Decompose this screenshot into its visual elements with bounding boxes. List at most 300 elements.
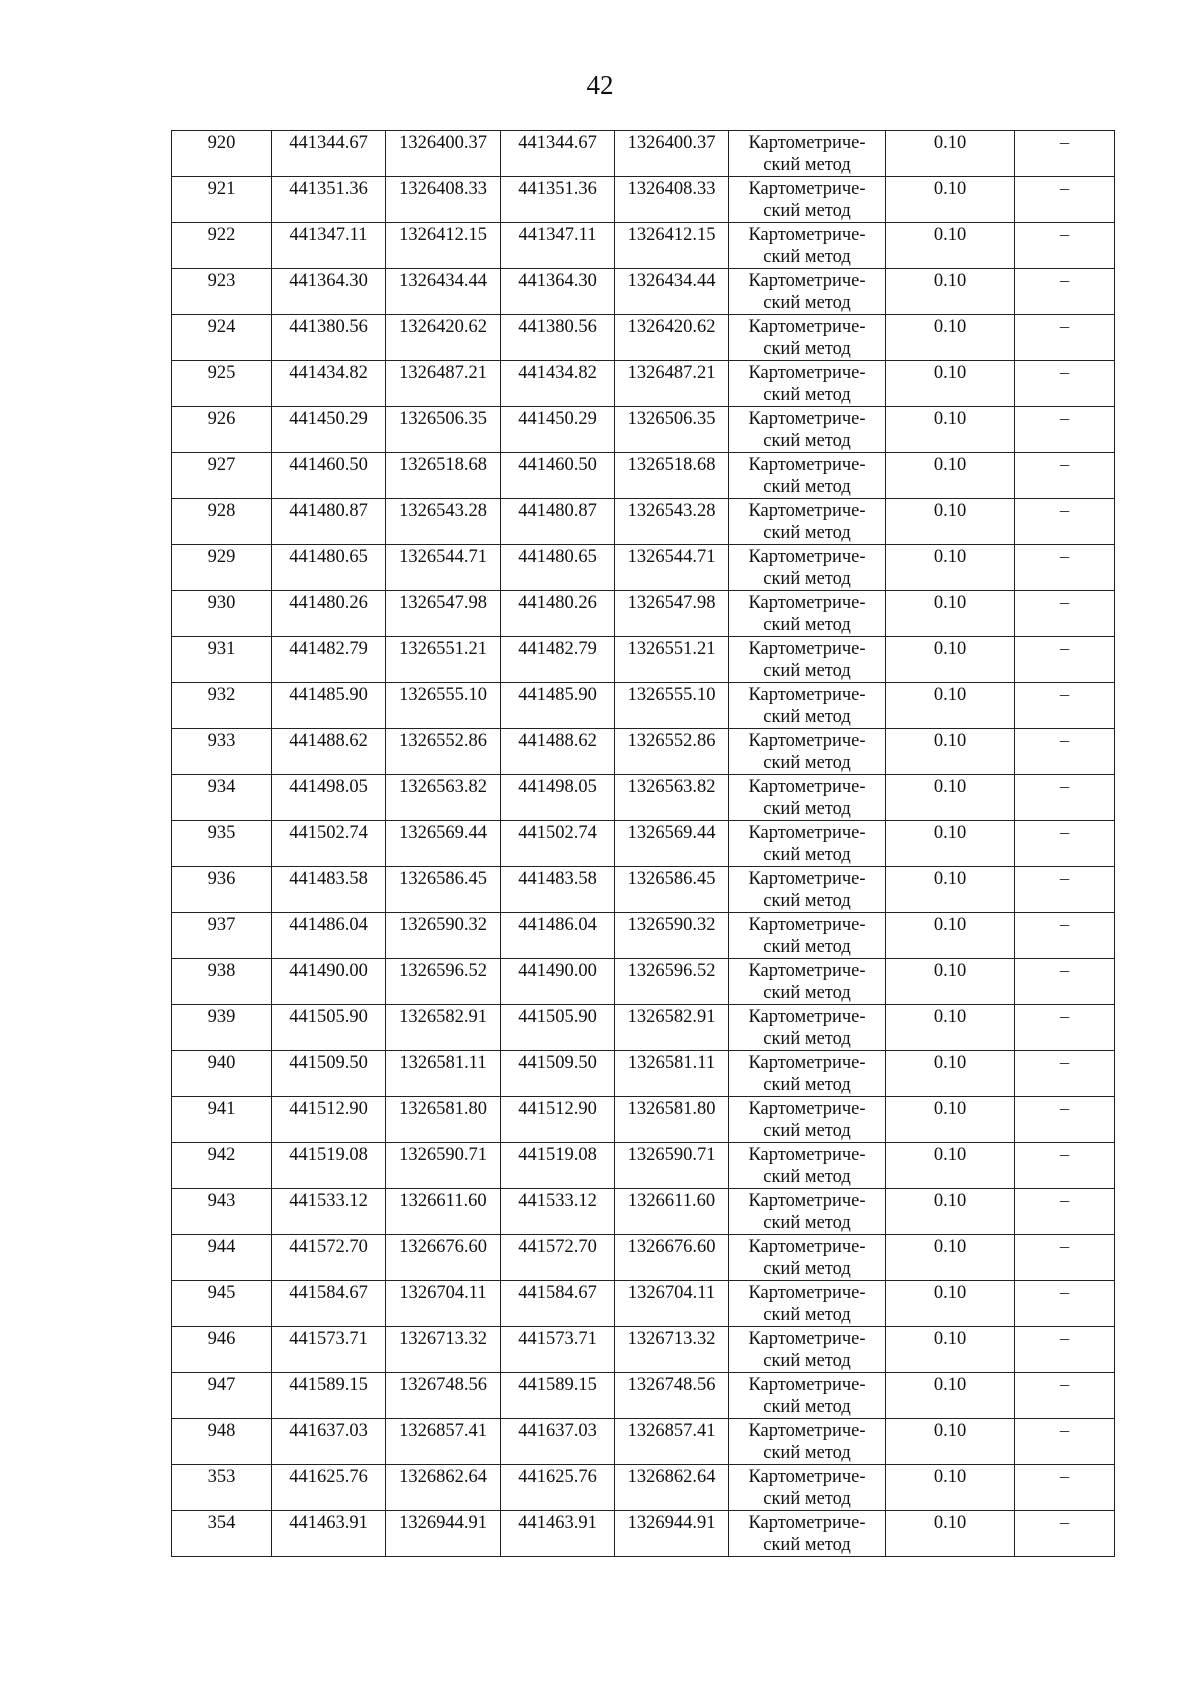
existing-y-cell	[386, 131, 501, 177]
method-line-1: Картометриче-	[748, 409, 866, 429]
point-number-cell	[172, 1373, 272, 1419]
accuracy-cell	[886, 1419, 1015, 1465]
existing-x-cell	[272, 775, 386, 821]
accuracy-value: 0.10	[933, 685, 967, 705]
existing-x-cell	[272, 1419, 386, 1465]
note-value: –	[1059, 363, 1070, 383]
table-row	[172, 1143, 1115, 1189]
existing-y-value: 1326518.68	[399, 455, 487, 475]
note-value: –	[1059, 915, 1070, 935]
accuracy-cell	[886, 867, 1015, 913]
note-value: –	[1059, 593, 1070, 613]
table-row	[172, 499, 1115, 545]
new-x-cell	[501, 1005, 615, 1051]
method-line-1: Картометриче-	[748, 777, 866, 797]
existing-y-cell	[386, 1051, 501, 1097]
new-x-cell	[501, 821, 615, 867]
new-y-value: 1326543.28	[627, 501, 716, 521]
existing-x-cell	[272, 821, 386, 867]
note-value: –	[1059, 225, 1070, 245]
note-cell	[1015, 1281, 1115, 1327]
method-cell	[729, 775, 886, 821]
existing-x-value: 441509.50	[289, 1053, 368, 1073]
accuracy-value: 0.10	[933, 1007, 967, 1027]
existing-x-cell	[272, 959, 386, 1005]
new-x-cell	[501, 1281, 615, 1327]
new-y-cell	[615, 775, 729, 821]
existing-x-value: 441480.65	[289, 547, 368, 567]
accuracy-cell	[886, 775, 1015, 821]
method-cell	[729, 1189, 886, 1235]
accuracy-cell	[886, 913, 1015, 959]
note-value: –	[1059, 869, 1070, 889]
new-x-cell	[501, 223, 615, 269]
existing-y-cell	[386, 1419, 501, 1465]
new-y-cell	[615, 1235, 729, 1281]
method-line-2: ский метод	[763, 155, 851, 175]
table-row	[172, 1511, 1115, 1557]
method-cell	[729, 867, 886, 913]
point-number-value: 924	[207, 317, 236, 337]
new-x-value: 441572.70	[518, 1237, 597, 1257]
method-line-2: ский метод	[763, 1259, 851, 1279]
method-cell	[729, 1373, 886, 1419]
new-x-cell	[501, 913, 615, 959]
point-number-cell	[172, 361, 272, 407]
existing-x-cell	[272, 1235, 386, 1281]
new-y-cell	[615, 821, 729, 867]
accuracy-value: 0.10	[933, 271, 967, 291]
new-y-value: 1326582.91	[627, 1007, 716, 1027]
point-number-value: 926	[207, 409, 236, 429]
existing-y-value: 1326704.11	[399, 1283, 487, 1303]
note-cell	[1015, 775, 1115, 821]
existing-x-cell	[272, 1373, 386, 1419]
point-number-value: 930	[207, 593, 236, 613]
new-y-value: 1326555.10	[627, 685, 716, 705]
note-value: –	[1059, 1283, 1070, 1303]
new-x-value: 441480.87	[518, 501, 597, 521]
new-x-cell	[501, 315, 615, 361]
existing-x-value: 441434.82	[289, 363, 368, 383]
accuracy-cell	[886, 177, 1015, 223]
note-cell	[1015, 867, 1115, 913]
new-x-value: 441498.05	[518, 777, 597, 797]
note-cell	[1015, 499, 1115, 545]
existing-x-value: 441351.36	[289, 179, 368, 199]
new-x-cell	[501, 131, 615, 177]
new-x-cell	[501, 269, 615, 315]
existing-y-value: 1326611.60	[399, 1191, 487, 1211]
new-x-cell	[501, 1235, 615, 1281]
table-row	[172, 821, 1115, 867]
method-cell	[729, 1327, 886, 1373]
method-line-2: ский метод	[763, 1167, 851, 1187]
existing-y-cell	[386, 269, 501, 315]
note-value: –	[1059, 1421, 1070, 1441]
new-x-value: 441460.50	[518, 455, 597, 475]
existing-y-cell	[386, 407, 501, 453]
method-line-2: ский метод	[763, 569, 851, 589]
existing-y-cell	[386, 591, 501, 637]
method-line-1: Картометриче-	[748, 133, 866, 153]
method-line-2: ский метод	[763, 937, 851, 957]
table-row	[172, 1097, 1115, 1143]
existing-y-cell	[386, 1327, 501, 1373]
table-row	[172, 1189, 1115, 1235]
existing-y-cell	[386, 1235, 501, 1281]
new-x-value: 441519.08	[518, 1145, 597, 1165]
new-x-value: 441434.82	[518, 363, 597, 383]
existing-y-value: 1326582.91	[399, 1007, 487, 1027]
existing-x-value: 441502.74	[289, 823, 368, 843]
new-y-cell	[615, 867, 729, 913]
note-cell	[1015, 1051, 1115, 1097]
point-number-cell	[172, 683, 272, 729]
existing-y-cell	[386, 821, 501, 867]
existing-y-value: 1326713.32	[399, 1329, 487, 1349]
method-line-2: ский метод	[763, 523, 851, 543]
note-cell	[1015, 223, 1115, 269]
note-cell	[1015, 637, 1115, 683]
method-line-1: Картометриче-	[748, 1467, 866, 1487]
method-line-1: Картометриче-	[748, 547, 866, 567]
note-value: –	[1059, 639, 1070, 659]
existing-y-value: 1326544.71	[399, 547, 487, 567]
accuracy-value: 0.10	[933, 1191, 967, 1211]
existing-y-value: 1326552.86	[399, 731, 487, 751]
existing-y-value: 1326590.32	[399, 915, 487, 935]
existing-y-value: 1326748.56	[399, 1375, 487, 1395]
new-y-cell	[615, 1143, 729, 1189]
new-x-value: 441502.74	[518, 823, 597, 843]
note-value: –	[1059, 1191, 1070, 1211]
method-line-2: ский метод	[763, 1305, 851, 1325]
existing-y-cell	[386, 1511, 501, 1557]
existing-y-value: 1326400.37	[399, 133, 487, 153]
point-number-value: 941	[207, 1099, 236, 1119]
method-line-1: Картометриче-	[748, 225, 866, 245]
table-row	[172, 775, 1115, 821]
existing-x-value: 441573.71	[289, 1329, 368, 1349]
new-x-value: 441482.79	[518, 639, 597, 659]
point-number-cell	[172, 545, 272, 591]
new-x-value: 441637.03	[518, 1421, 597, 1441]
existing-x-cell	[272, 1465, 386, 1511]
new-y-cell	[615, 1281, 729, 1327]
note-value: –	[1059, 1099, 1070, 1119]
accuracy-cell	[886, 1143, 1015, 1189]
point-number-value: 948	[207, 1421, 236, 1441]
table-row	[172, 1235, 1115, 1281]
method-cell	[729, 177, 886, 223]
existing-y-value: 1326676.60	[399, 1237, 487, 1257]
accuracy-cell	[886, 1189, 1015, 1235]
existing-x-value: 441344.67	[289, 133, 368, 153]
method-line-2: ский метод	[763, 799, 851, 819]
new-y-cell	[615, 959, 729, 1005]
point-number-value: 923	[207, 271, 236, 291]
method-line-2: ский метод	[763, 1213, 851, 1233]
method-cell	[729, 1419, 886, 1465]
method-line-1: Картометриче-	[748, 823, 866, 843]
accuracy-value: 0.10	[933, 363, 967, 383]
new-y-cell	[615, 1097, 729, 1143]
new-x-cell	[501, 683, 615, 729]
note-cell	[1015, 1005, 1115, 1051]
method-cell	[729, 269, 886, 315]
method-line-1: Картометриче-	[748, 1007, 866, 1027]
note-cell	[1015, 959, 1115, 1005]
point-number-value: 921	[207, 179, 236, 199]
existing-y-value: 1326581.11	[399, 1053, 487, 1073]
existing-y-value: 1326862.64	[399, 1467, 487, 1487]
existing-x-value: 441505.90	[289, 1007, 368, 1027]
existing-x-value: 441584.67	[289, 1283, 368, 1303]
table-row	[172, 131, 1115, 177]
point-number-cell	[172, 407, 272, 453]
new-x-value: 441512.90	[518, 1099, 597, 1119]
note-cell	[1015, 821, 1115, 867]
note-cell	[1015, 1511, 1115, 1557]
existing-x-value: 441460.50	[289, 455, 368, 475]
method-line-1: Картометриче-	[748, 1237, 866, 1257]
existing-y-cell	[386, 499, 501, 545]
accuracy-cell	[886, 1373, 1015, 1419]
existing-y-cell	[386, 913, 501, 959]
method-line-1: Картометриче-	[748, 1099, 866, 1119]
existing-y-cell	[386, 959, 501, 1005]
method-line-1: Картометриче-	[748, 1375, 866, 1395]
accuracy-value: 0.10	[933, 731, 967, 751]
table-row	[172, 407, 1115, 453]
accuracy-cell	[886, 821, 1015, 867]
existing-y-cell	[386, 1005, 501, 1051]
method-line-1: Картометриче-	[748, 1513, 866, 1533]
note-value: –	[1059, 1467, 1070, 1487]
existing-y-cell	[386, 1465, 501, 1511]
new-y-value: 1326552.86	[627, 731, 716, 751]
accuracy-cell	[886, 1051, 1015, 1097]
note-value: –	[1059, 1375, 1070, 1395]
method-cell	[729, 453, 886, 499]
accuracy-value: 0.10	[933, 501, 967, 521]
table-row	[172, 637, 1115, 683]
point-number-cell	[172, 775, 272, 821]
accuracy-value: 0.10	[933, 961, 967, 981]
new-x-value: 441351.36	[518, 179, 597, 199]
note-cell	[1015, 545, 1115, 591]
table-row	[172, 1051, 1115, 1097]
method-line-1: Картометриче-	[748, 1145, 866, 1165]
accuracy-value: 0.10	[933, 777, 967, 797]
new-y-value: 1326563.82	[627, 777, 716, 797]
existing-y-cell	[386, 1143, 501, 1189]
new-x-cell	[501, 959, 615, 1005]
accuracy-cell	[886, 1281, 1015, 1327]
existing-x-value: 441463.91	[289, 1513, 368, 1533]
point-number-value: 922	[207, 225, 236, 245]
method-line-1: Картометриче-	[748, 317, 866, 337]
point-number-value: 925	[207, 363, 236, 383]
method-cell	[729, 729, 886, 775]
new-x-cell	[501, 1419, 615, 1465]
existing-y-cell	[386, 775, 501, 821]
table-row	[172, 1419, 1115, 1465]
point-number-cell	[172, 453, 272, 499]
method-line-2: ский метод	[763, 707, 851, 727]
method-line-2: ский метод	[763, 1489, 851, 1509]
accuracy-value: 0.10	[933, 1421, 967, 1441]
table-row	[172, 361, 1115, 407]
point-number-cell	[172, 729, 272, 775]
existing-y-cell	[386, 1373, 501, 1419]
coordinates-table	[171, 130, 1115, 1557]
existing-y-cell	[386, 453, 501, 499]
method-cell	[729, 499, 886, 545]
note-cell	[1015, 1327, 1115, 1373]
new-x-cell	[501, 775, 615, 821]
existing-y-cell	[386, 223, 501, 269]
note-value: –	[1059, 455, 1070, 475]
point-number-cell	[172, 499, 272, 545]
table-row	[172, 1005, 1115, 1051]
method-line-2: ский метод	[763, 615, 851, 635]
method-line-2: ский метод	[763, 339, 851, 359]
existing-x-value: 441480.26	[289, 593, 368, 613]
existing-y-cell	[386, 177, 501, 223]
existing-x-cell	[272, 637, 386, 683]
new-y-cell	[615, 683, 729, 729]
accuracy-value: 0.10	[933, 455, 967, 475]
accuracy-value: 0.10	[933, 1329, 967, 1349]
existing-y-cell	[386, 361, 501, 407]
existing-y-value: 1326420.62	[399, 317, 487, 337]
method-line-2: ский метод	[763, 1029, 851, 1049]
point-number-value: 937	[207, 915, 236, 935]
note-value: –	[1059, 685, 1070, 705]
accuracy-value: 0.10	[933, 409, 967, 429]
table-row	[172, 269, 1115, 315]
existing-y-cell	[386, 729, 501, 775]
note-value: –	[1059, 547, 1070, 567]
method-line-2: ский метод	[763, 753, 851, 773]
new-x-value: 441509.50	[518, 1053, 597, 1073]
accuracy-cell	[886, 683, 1015, 729]
point-number-cell	[172, 1281, 272, 1327]
existing-x-value: 441486.04	[289, 915, 368, 935]
existing-x-value: 441480.87	[289, 501, 368, 521]
method-line-1: Картометриче-	[748, 1329, 866, 1349]
accuracy-value: 0.10	[933, 1375, 967, 1395]
method-line-2: ский метод	[763, 1397, 851, 1417]
method-line-2: ский метод	[763, 201, 851, 221]
accuracy-cell	[886, 131, 1015, 177]
accuracy-value: 0.10	[933, 823, 967, 843]
new-x-cell	[501, 1327, 615, 1373]
new-y-value: 1326611.60	[627, 1191, 716, 1211]
accuracy-cell	[886, 223, 1015, 269]
note-cell	[1015, 177, 1115, 223]
new-x-value: 441486.04	[518, 915, 597, 935]
accuracy-value: 0.10	[933, 593, 967, 613]
existing-y-cell	[386, 1281, 501, 1327]
new-y-cell	[615, 637, 729, 683]
table-row	[172, 1373, 1115, 1419]
new-x-cell	[501, 637, 615, 683]
new-y-cell	[615, 407, 729, 453]
method-line-2: ский метод	[763, 431, 851, 451]
new-y-value: 1326590.71	[627, 1145, 716, 1165]
existing-x-cell	[272, 361, 386, 407]
accuracy-value: 0.10	[933, 179, 967, 199]
new-y-cell	[615, 269, 729, 315]
table-row	[172, 729, 1115, 775]
note-value: –	[1059, 179, 1070, 199]
existing-x-value: 441572.70	[289, 1237, 368, 1257]
table-row	[172, 1281, 1115, 1327]
accuracy-value: 0.10	[933, 1467, 967, 1487]
existing-x-cell	[272, 407, 386, 453]
new-y-value: 1326420.62	[627, 317, 716, 337]
accuracy-cell	[886, 959, 1015, 1005]
new-y-value: 1326551.21	[627, 639, 716, 659]
method-line-2: ский метод	[763, 1121, 851, 1141]
method-cell	[729, 407, 886, 453]
new-x-value: 441463.91	[518, 1513, 597, 1533]
existing-y-value: 1326590.71	[399, 1145, 487, 1165]
table-row	[172, 223, 1115, 269]
note-value: –	[1059, 1145, 1070, 1165]
point-number-value: 353	[207, 1467, 236, 1487]
accuracy-cell	[886, 499, 1015, 545]
existing-y-cell	[386, 867, 501, 913]
method-line-1: Картометриче-	[748, 685, 866, 705]
new-x-cell	[501, 1097, 615, 1143]
new-x-value: 441450.29	[518, 409, 597, 429]
accuracy-cell	[886, 1465, 1015, 1511]
method-cell	[729, 131, 886, 177]
accuracy-cell	[886, 315, 1015, 361]
existing-y-cell	[386, 315, 501, 361]
existing-y-value: 1326596.52	[399, 961, 487, 981]
method-line-2: ский метод	[763, 1075, 851, 1095]
note-value: –	[1059, 1329, 1070, 1349]
new-x-value: 441573.71	[518, 1329, 597, 1349]
point-number-value: 928	[207, 501, 236, 521]
point-number-value: 929	[207, 547, 236, 567]
method-cell	[729, 1143, 886, 1189]
note-value: –	[1059, 961, 1070, 981]
method-line-1: Картометриче-	[748, 961, 866, 981]
point-number-cell	[172, 1005, 272, 1051]
point-number-cell	[172, 1327, 272, 1373]
note-cell	[1015, 1097, 1115, 1143]
new-y-cell	[615, 1511, 729, 1557]
method-cell	[729, 821, 886, 867]
new-y-cell	[615, 591, 729, 637]
note-cell	[1015, 729, 1115, 775]
method-line-2: ский метод	[763, 845, 851, 865]
new-y-value: 1326581.11	[627, 1053, 716, 1073]
new-y-value: 1326590.32	[627, 915, 716, 935]
existing-y-value: 1326569.44	[399, 823, 487, 843]
new-x-value: 441480.26	[518, 593, 597, 613]
accuracy-value: 0.10	[933, 547, 967, 567]
accuracy-cell	[886, 1235, 1015, 1281]
existing-y-value: 1326555.10	[399, 685, 487, 705]
table-row	[172, 683, 1115, 729]
